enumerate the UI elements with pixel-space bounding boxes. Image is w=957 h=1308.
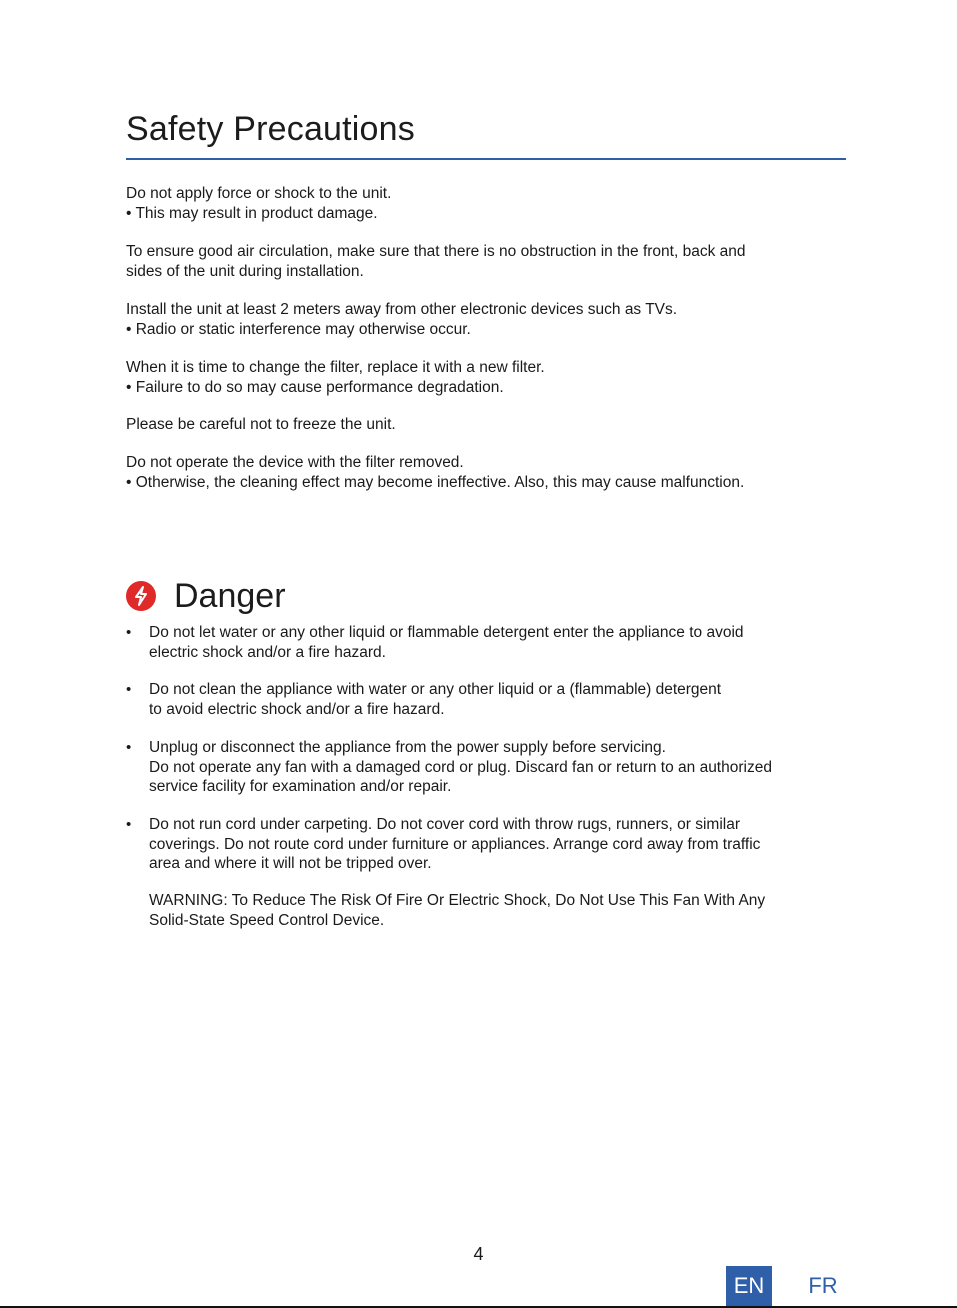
precaution-paragraph [126, 358, 846, 397]
danger-line: Do not let water or any other liquid or flammable detergent enter the appliance to avoid [149, 624, 744, 641]
bullet: • [126, 739, 132, 756]
precaution-line: Please be careful not to freeze the unit. [126, 416, 396, 433]
danger-line: area and where it will not be tripped over. [149, 855, 432, 872]
danger-line: electric shock and/or a fire hazard. [149, 643, 386, 661]
precaution-paragraph [126, 300, 846, 339]
danger-line: Do not run cord under carpeting. Do not cover cord with throw rugs, runners, or similar [149, 816, 740, 833]
danger-heading [126, 574, 286, 618]
precaution-paragraph [126, 453, 846, 492]
precaution-line: • This may result in product damage. [126, 204, 378, 222]
bullet: • [126, 816, 132, 833]
bullet: • [126, 624, 132, 641]
warning-line: WARNING: To Reduce The Risk Of Fire Or Electric Shock, Do Not Use This Fan With Any [149, 892, 766, 909]
danger-title: Danger [174, 576, 286, 615]
danger-item-text [149, 680, 849, 719]
precaution-line: • Failure to do so may cause performance degradation. [126, 378, 504, 396]
warning-note [149, 891, 849, 930]
precaution-line: • Otherwise, the cleaning effect may become ineffective. Also, this may cause malfunction. [126, 473, 745, 491]
precaution-line: Do not operate the device with the filter removed. [126, 454, 464, 471]
precaution-line: sides of the unit during installation. [126, 262, 364, 280]
danger-line: Do not clean the appliance with water or any other liquid or a (flammable) detergent [149, 681, 722, 698]
language-tab-en[interactable]: EN [726, 1266, 772, 1306]
danger-item-text [149, 623, 849, 662]
precaution-line: Install the unit at least 2 meters away from other electronic devices such as TVs. [126, 301, 678, 318]
page-number: 4 [473, 1244, 484, 1264]
danger-line: to avoid electric shock and/or a fire hazard. [149, 700, 445, 718]
warning-line: Solid-State Speed Control Device. [149, 911, 385, 929]
page-title: Safety Precautions [126, 110, 415, 148]
language-tab-fr[interactable]: FR [808, 1273, 838, 1298]
precaution-line: • Radio or static interference may otherwise occur. [126, 320, 471, 338]
title-divider [126, 158, 846, 160]
precaution-paragraph [126, 184, 846, 223]
precaution-line: When it is time to change the filter, replace it with a new filter. [126, 359, 545, 376]
lightning-bolt-icon [126, 581, 156, 611]
precaution-line: Do not apply force or shock to the unit. [126, 185, 392, 202]
precaution-line: To ensure good air circulation, make sure that there is no obstruction in the front, back and [126, 243, 746, 260]
danger-line: service facility for examination and/or repair. [149, 778, 452, 795]
precaution-paragraph [126, 242, 846, 281]
danger-line: Unplug or disconnect the appliance from the power supply before servicing. [149, 739, 666, 756]
danger-item-text [149, 738, 849, 797]
danger-line: Do not operate any fan with a damaged cord or plug. Discard fan or return to an authorized [149, 758, 772, 776]
danger-line: coverings. Do not route cord under furniture or appliances. Arrange cord away from traffic [149, 835, 761, 853]
danger-item-text [149, 815, 849, 874]
bullet: • [126, 681, 132, 698]
precaution-paragraph [126, 415, 846, 435]
